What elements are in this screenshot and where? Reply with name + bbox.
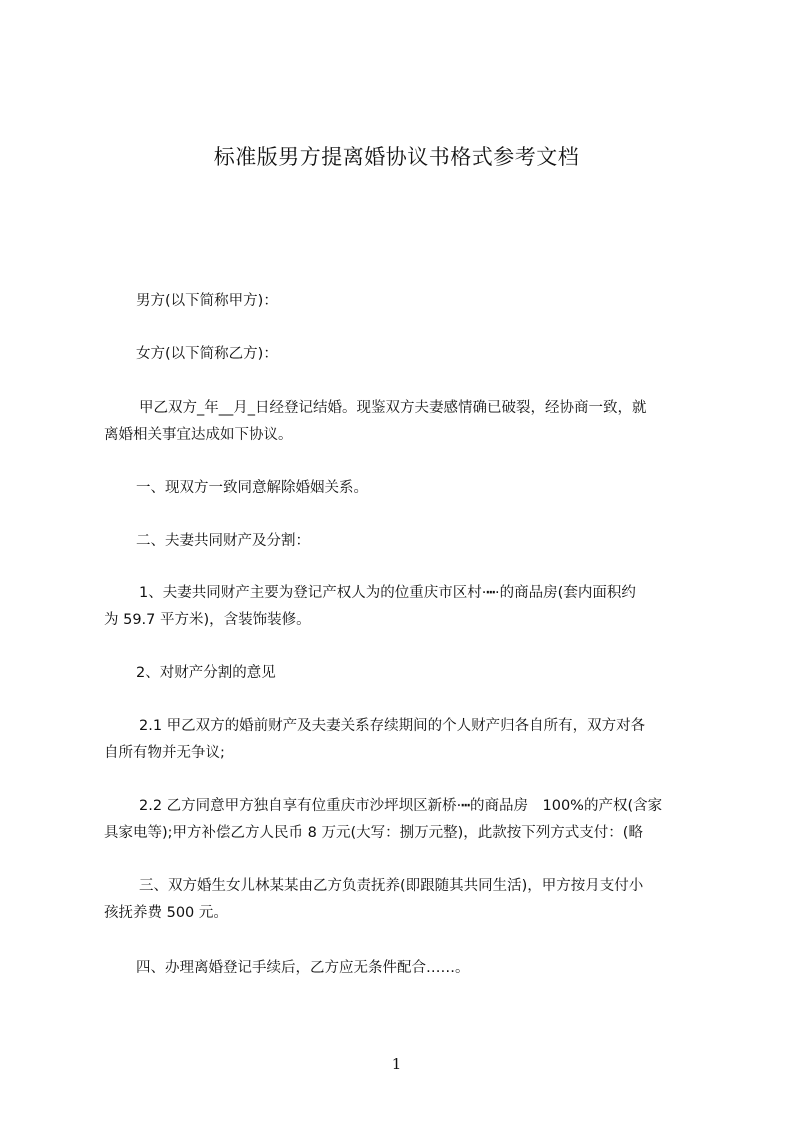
paragraph-line: 二、夫妻共同财产及分割： xyxy=(136,533,310,549)
paragraph-line: 离婚相关事宜达成如下协议。 xyxy=(104,427,293,443)
paragraph-husband xyxy=(104,288,708,315)
paragraph-line: 具家电等);甲方补偿乙方人民币 8 万元(大写：捌万元整)，此款按下列方式支付：(略 xyxy=(104,825,643,841)
page-number: 1 xyxy=(391,1055,402,1073)
paragraph-item-1 xyxy=(104,580,708,634)
document-title: 标准版男方提离婚协议书格式参考文档 xyxy=(213,145,580,169)
paragraph-line: 自所有物并无争议; xyxy=(104,745,225,761)
paragraph-line: 孩抚养费 500 元。 xyxy=(104,905,228,921)
paragraph-section-two xyxy=(104,528,708,555)
paragraph-line: 一、现双方一致同意解除婚姻关系。 xyxy=(136,480,368,496)
paragraph-wife xyxy=(104,341,708,368)
paragraph-marriage-statement xyxy=(104,395,708,449)
paragraph-line: 2、对财产分割的意见 xyxy=(136,665,276,681)
paragraph-item-2-2 xyxy=(104,793,708,847)
paragraph-line: 甲乙双方_年__月_日经登记结婚。现鉴双方夫妻感情确已破裂，经协商一致，就 xyxy=(139,400,647,416)
paragraph-line: 男方(以下简称甲方)： xyxy=(136,293,278,309)
paragraph-line: 四、办理离婚登记手续后，乙方应无条件配合……。 xyxy=(136,960,470,976)
paragraph-line: 2.1 甲乙双方的婚前财产及夫妻关系存续期间的个人财产归各自所有，双方对各 xyxy=(139,718,646,734)
paragraph-line: 2.2 乙方同意甲方独自享有位重庆市沙坪坝区新桥·┅的商品房 100%的产权(含家 xyxy=(139,798,663,814)
paragraph-section-four xyxy=(104,955,708,982)
paragraph-line: 三、双方婚生女儿林某某由乙方负责抚养(即跟随其共同生活)，甲方按月支付小 xyxy=(139,878,644,894)
paragraph-item-2 xyxy=(104,660,708,687)
paragraph-section-three xyxy=(104,873,708,927)
paragraph-section-one xyxy=(104,475,708,502)
paragraph-line: 为 59.7 平方米)，含装饰装修。 xyxy=(104,612,311,628)
paragraph-line: 女方(以下简称乙方)： xyxy=(136,346,278,362)
paragraph-line: 1、夫妻共同财产主要为登记产权人为的位重庆市区村·┅·的商品房(套内面积约 xyxy=(139,585,636,601)
paragraph-item-2-1 xyxy=(104,713,708,767)
